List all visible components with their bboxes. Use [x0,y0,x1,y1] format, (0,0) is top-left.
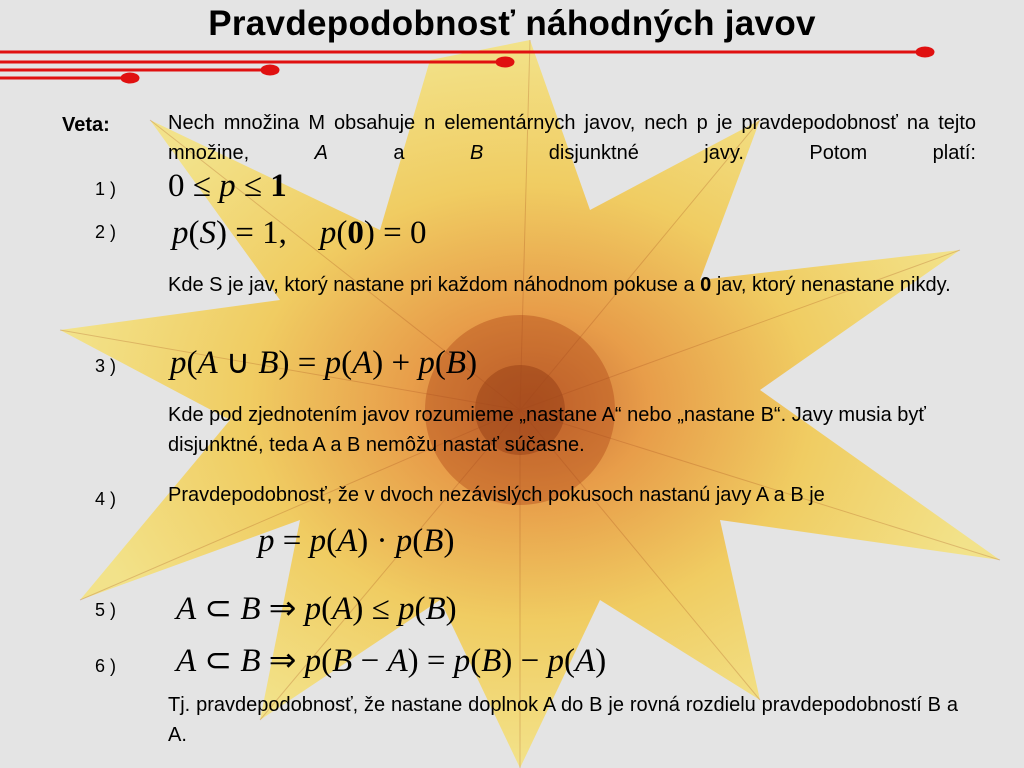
theorem-intro: Nech množina M obsahuje n elementárnych javov, nech p je pravdepodobnosť na tejto množine, A a B disjunktné javy. Potom platí: [168,112,976,164]
item-number-6: 6 ) [95,656,117,676]
item-number-4: 4 ) [95,489,117,509]
formula-1: 0 ≤ p ≤ 1 [168,168,287,204]
item-number-5: 5 ) [95,600,117,620]
item-number-3: 3 ) [95,356,117,376]
item-4-text: Pravdepodobnosť, že v dvoch nezávislých pokusoch nastanú javy A a B je [168,484,825,506]
note-6: Tj. pravdepodobnosť, že nastane doplnok A do B je rovná rozdielu pravdepodobností B a A. [168,694,958,746]
formula-6: A ⊂ B ⇒ p(B − A) = p(B) − p(A) [176,643,607,679]
item-number-1: 1 ) [95,179,117,199]
page-title: Pravdepodobnosť náhodných javov [208,4,816,43]
formula-4: p = p(A) · p(B) [258,523,455,559]
note-2: Kde S je jav, ktorý nastane pri každom náhodnom pokuse a 0 jav, ktorý nenastane nikdy. [168,274,951,296]
formula-3: p(A ∪ B) = p(A) + p(B) [170,345,478,381]
formula-2: p(S) = 1, p(0) = 0 [172,215,427,251]
note-3: Kde pod zjednotením javov rozumieme „nastane A“ nebo „nastane B“. Javy musia byť disjunktné, teda A a B nemôžu nastať súčasne. [168,404,926,456]
red-decorative-lines [0,40,1024,90]
item-number-2: 2 ) [95,222,117,242]
formula-5: A ⊂ B ⇒ p(A) ≤ p(B) [176,591,457,627]
theorem-label: Veta: [62,114,110,136]
